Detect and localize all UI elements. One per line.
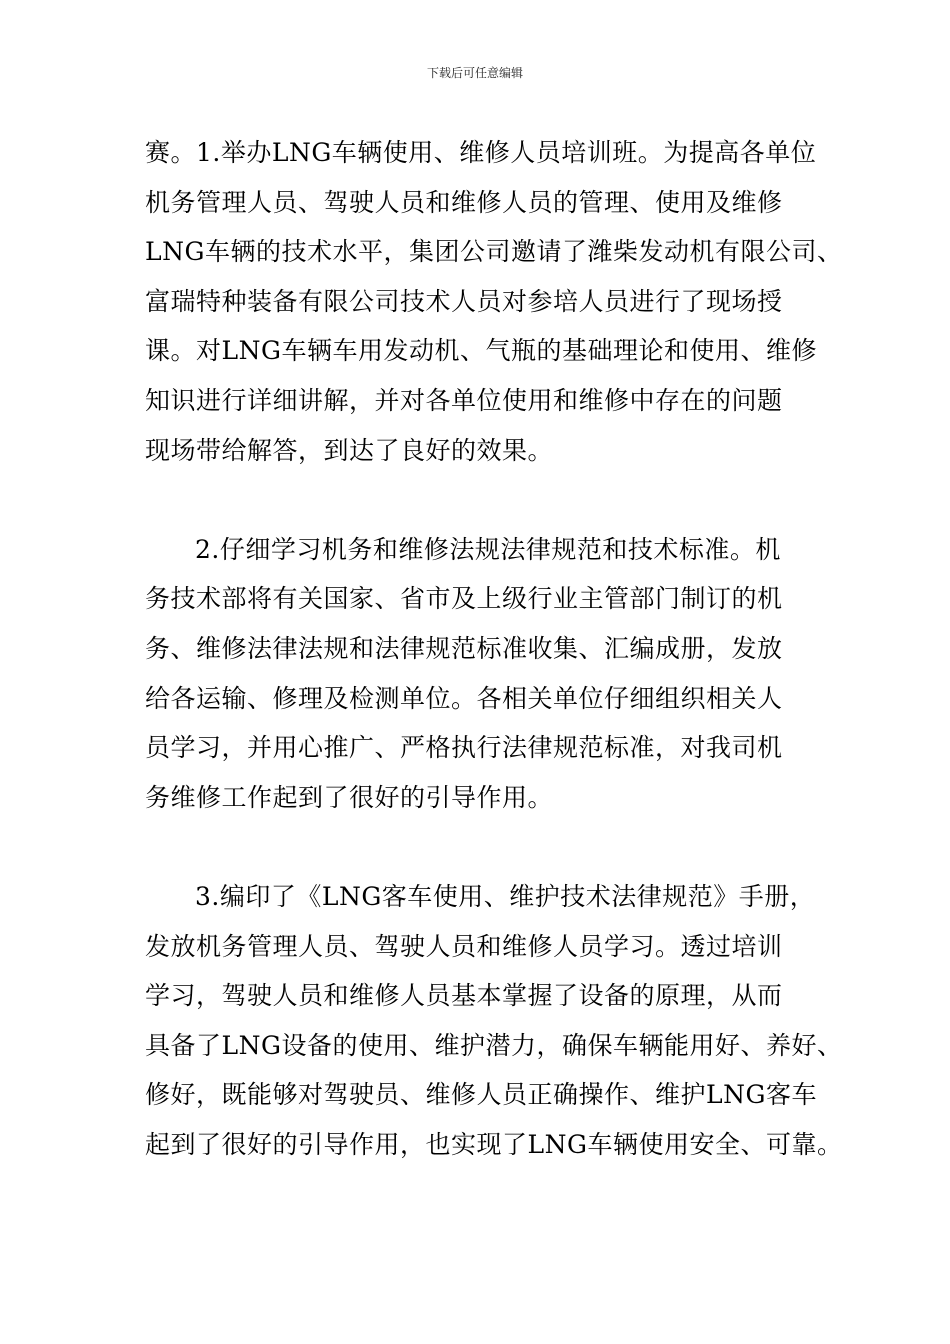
paragraph-1 xyxy=(145,128,843,475)
paragraph-line: 赛。1.举办LNG车辆使用、维修人员培训班。为提高各单位 xyxy=(145,138,817,167)
paragraph-line: 课。对LNG车辆车用发动机、气瓶的基础理论和使用、维修 xyxy=(145,336,817,366)
paragraph-line: 具备了LNG设备的使用、维护潜力，确保车辆能用好、养好、 xyxy=(145,1030,843,1060)
paragraph-line: 发放机务管理人员、驾驶人员和维修人员学习。透过培训 xyxy=(145,931,783,961)
paragraph-line: 现场带给解答，到达了良好的效果。 xyxy=(145,435,554,465)
paragraph-line: 员学习，并用心推广、严格执行法律规范标准，对我司机 xyxy=(145,733,783,763)
paragraph-line: 务、维修法律法规和法律规范标准收集、汇编成册，发放 xyxy=(145,633,783,663)
paragraph-line: 3.编印了《LNG客车使用、维护技术法律规范》手册， xyxy=(195,881,816,911)
paragraph-line: 学习，驾驶人员和维修人员基本掌握了设备的原理，从而 xyxy=(145,981,783,1011)
paragraph-line: 起到了很好的引导作用，也实现了LNG车辆使用安全、可靠。 xyxy=(145,1129,843,1159)
paragraph-line: 2.仔细学习机务和维修法规法律规范和技术标准。机 xyxy=(195,534,781,564)
paragraph-line: 富瑞特种装备有限公司技术人员对参培人员进行了现场授 xyxy=(145,286,783,316)
paragraph-line: 给各运输、修理及检测单位。各相关单位仔细组织相关人 xyxy=(145,683,783,713)
paragraph-2 xyxy=(145,525,835,823)
paragraph-line: 修好，既能够对驾驶员、维修人员正确操作、维护LNG客车 xyxy=(145,1080,817,1110)
paragraph-line: 知识进行详细讲解，并对各单位使用和维修中存在的问题 xyxy=(145,385,783,415)
page-header: 下载后可任意编辑 xyxy=(426,66,523,80)
document-body xyxy=(145,128,843,1169)
paragraph-3 xyxy=(145,872,843,1170)
paragraph-line: 机务管理人员、驾驶人员和维修人员的管理、使用及维修 xyxy=(145,187,783,217)
paragraph-line: 务维修工作起到了很好的引导作用。 xyxy=(145,782,554,812)
paragraph-line: 务技术部将有关国家、省市及上级行业主管部门制订的机 xyxy=(145,584,783,614)
paragraph-line: LNG车辆的技术水平，集团公司邀请了潍柴发动机有限公司、 xyxy=(145,237,843,267)
paragraph-spacer xyxy=(145,475,835,525)
paragraph-spacer xyxy=(145,822,835,872)
